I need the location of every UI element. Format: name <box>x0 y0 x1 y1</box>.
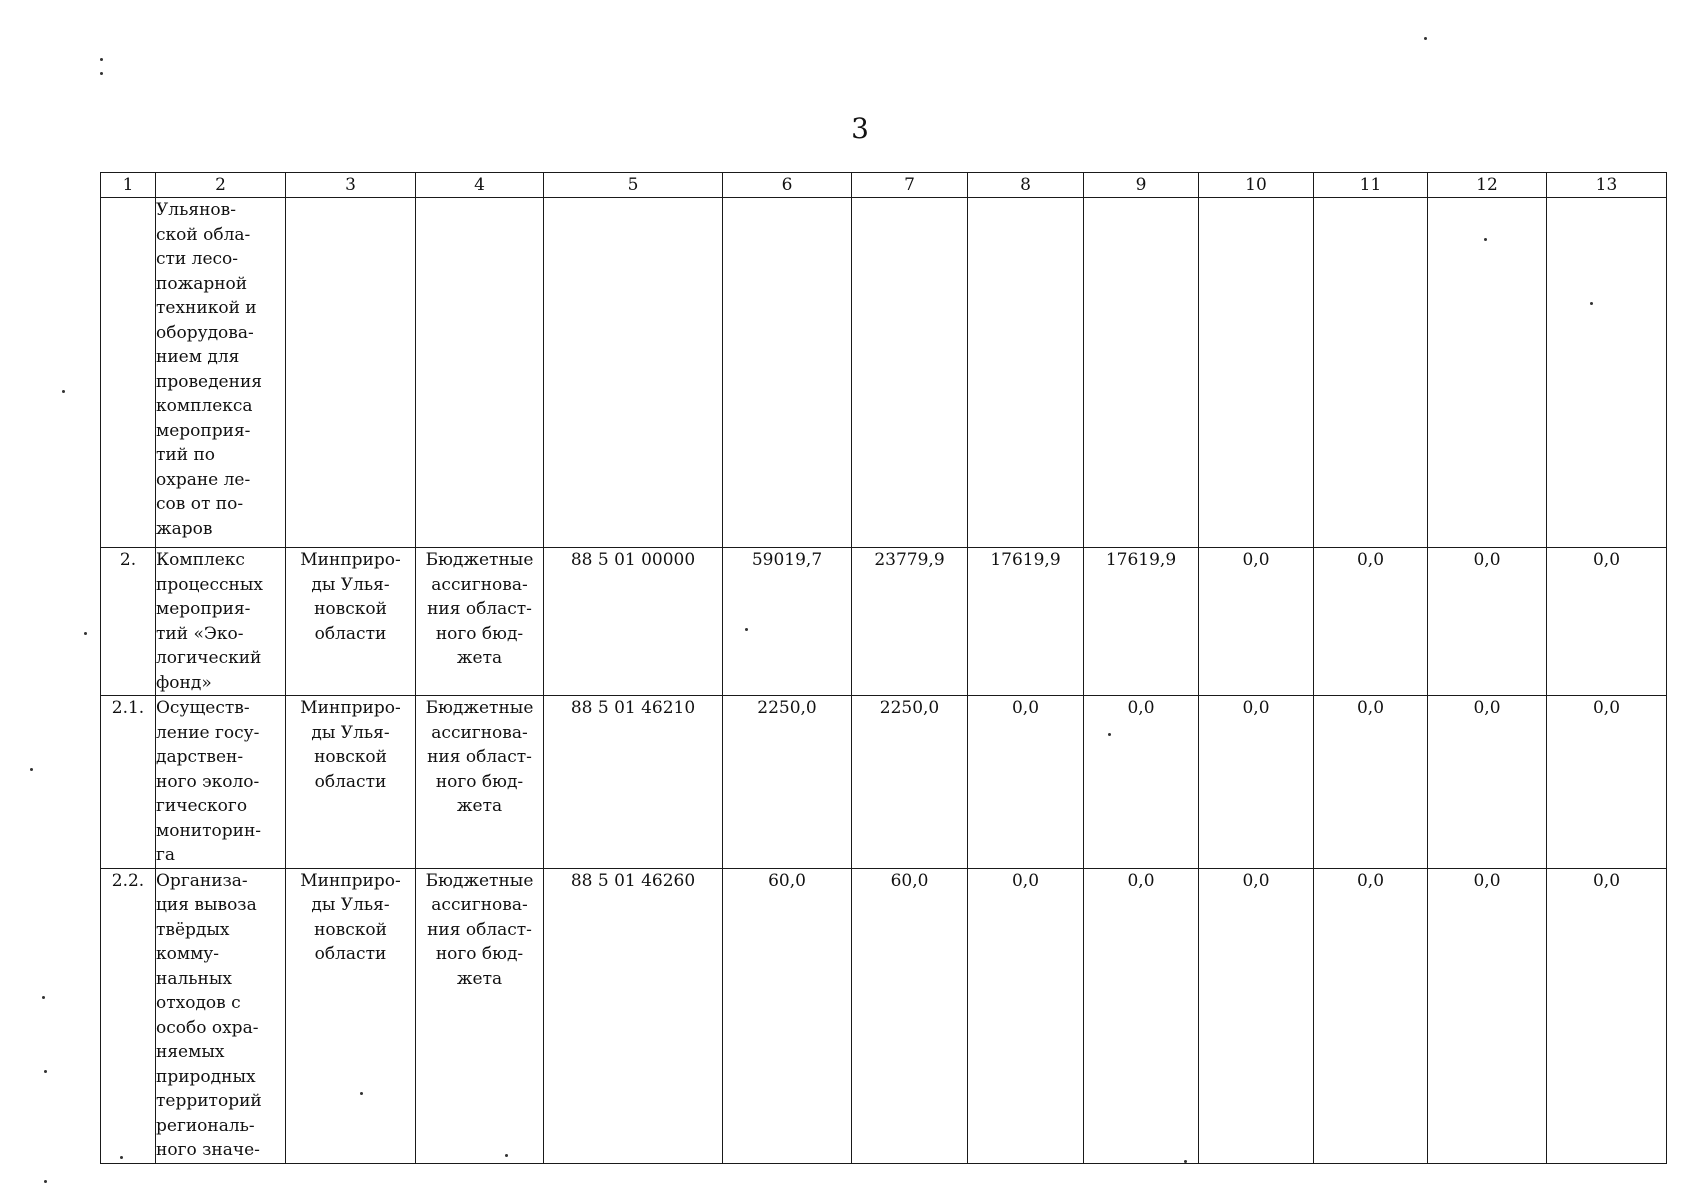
scan-speck <box>1424 37 1427 40</box>
measure-name-text: Осуществ- ление госу- дарствен- ного эколо- гического мониторин- га <box>156 698 262 865</box>
header-cell: 10 <box>1199 173 1314 198</box>
value-col-6: 2250,0 <box>723 696 852 869</box>
scan-speck <box>84 632 87 635</box>
row-number: 2.2. <box>101 868 156 1163</box>
header-cell: 4 <box>416 173 544 198</box>
row-number: 2.1. <box>101 696 156 869</box>
value-col-6: 60,0 <box>723 868 852 1163</box>
budget-table <box>100 172 1667 1164</box>
table-row <box>101 548 1667 696</box>
value-col-11 <box>1314 198 1428 548</box>
header-cell: 5 <box>544 173 723 198</box>
header-cell: 7 <box>852 173 968 198</box>
measure-name <box>156 696 286 869</box>
measure-name-text: Организа- ция вывоза твёрдых комму- нальных отходов с особо охра- няемых природных территорий региональ- ного значе- <box>156 870 262 1160</box>
executor <box>286 198 416 548</box>
value-col-7: 23779,9 <box>852 548 968 696</box>
value-col-8 <box>968 198 1084 548</box>
funding-source <box>416 198 544 548</box>
header-cell: 2 <box>156 173 286 198</box>
value-col-13 <box>1547 198 1667 548</box>
header-cell: 3 <box>286 173 416 198</box>
measure-name-text: Ульянов- ской обла- сти лесо- пожарной техникой и оборудова- нием для проведения комплекса мероприя- тий по охране ле- сов от по- жаров <box>156 200 262 539</box>
value-col-11: 0,0 <box>1314 868 1428 1163</box>
scan-speck <box>30 768 33 771</box>
header-cell: 8 <box>968 173 1084 198</box>
measure-name <box>156 548 286 696</box>
page-number: 3 <box>851 112 869 145</box>
scan-speck <box>44 1180 47 1183</box>
budget-code: 88 5 01 46210 <box>544 696 723 869</box>
budget-code: 88 5 01 46260 <box>544 868 723 1163</box>
scan-speck <box>42 996 45 999</box>
value-col-11: 0,0 <box>1314 548 1428 696</box>
scan-speck <box>44 1070 47 1073</box>
budget-code <box>544 198 723 548</box>
scan-speck <box>100 72 103 75</box>
executor: Минприро- ды Улья- новской области <box>286 548 416 696</box>
measure-name-text: Комплекс процессных мероприя- тий «Эко- логический фонд» <box>156 550 263 693</box>
budget-code: 88 5 01 00000 <box>544 548 723 696</box>
value-col-10: 0,0 <box>1199 548 1314 696</box>
header-cell: 12 <box>1428 173 1547 198</box>
value-col-8: 17619,9 <box>968 548 1084 696</box>
header-cell: 13 <box>1547 173 1667 198</box>
value-col-10: 0,0 <box>1199 696 1314 869</box>
value-col-7: 2250,0 <box>852 696 968 869</box>
value-col-10 <box>1199 198 1314 548</box>
executor: Минприро- ды Улья- новской области <box>286 696 416 869</box>
value-col-12: 0,0 <box>1428 696 1547 869</box>
value-col-9: 0,0 <box>1084 696 1199 869</box>
value-col-9: 0,0 <box>1084 868 1199 1163</box>
funding-source: Бюджетные ассигнова- ния област- ного бюд- жета <box>416 696 544 869</box>
executor: Минприро- ды Улья- новской области <box>286 868 416 1163</box>
scan-speck <box>100 58 103 61</box>
value-col-7 <box>852 198 968 548</box>
value-col-12: 0,0 <box>1428 868 1547 1163</box>
header-cell: 11 <box>1314 173 1428 198</box>
value-col-8: 0,0 <box>968 868 1084 1163</box>
row-number <box>101 198 156 548</box>
value-col-6 <box>723 198 852 548</box>
header-cell: 1 <box>101 173 156 198</box>
table-row <box>101 198 1667 548</box>
value-col-6: 59019,7 <box>723 548 852 696</box>
measure-name <box>156 198 286 548</box>
header-cell: 6 <box>723 173 852 198</box>
value-col-9: 17619,9 <box>1084 548 1199 696</box>
value-col-13: 0,0 <box>1547 696 1667 869</box>
header-row <box>101 173 1667 198</box>
table-row <box>101 696 1667 869</box>
value-col-12: 0,0 <box>1428 548 1547 696</box>
row-number: 2. <box>101 548 156 696</box>
header-cell: 9 <box>1084 173 1199 198</box>
value-col-13: 0,0 <box>1547 868 1667 1163</box>
funding-source: Бюджетные ассигнова- ния област- ного бюд- жета <box>416 868 544 1163</box>
value-col-13: 0,0 <box>1547 548 1667 696</box>
table-row <box>101 868 1667 1163</box>
value-col-11: 0,0 <box>1314 696 1428 869</box>
value-col-7: 60,0 <box>852 868 968 1163</box>
funding-source: Бюджетные ассигнова- ния област- ного бюд- жета <box>416 548 544 696</box>
value-col-10: 0,0 <box>1199 868 1314 1163</box>
value-col-8: 0,0 <box>968 696 1084 869</box>
value-col-9 <box>1084 198 1199 548</box>
measure-name <box>156 868 286 1163</box>
scan-speck <box>62 390 65 393</box>
value-col-12 <box>1428 198 1547 548</box>
